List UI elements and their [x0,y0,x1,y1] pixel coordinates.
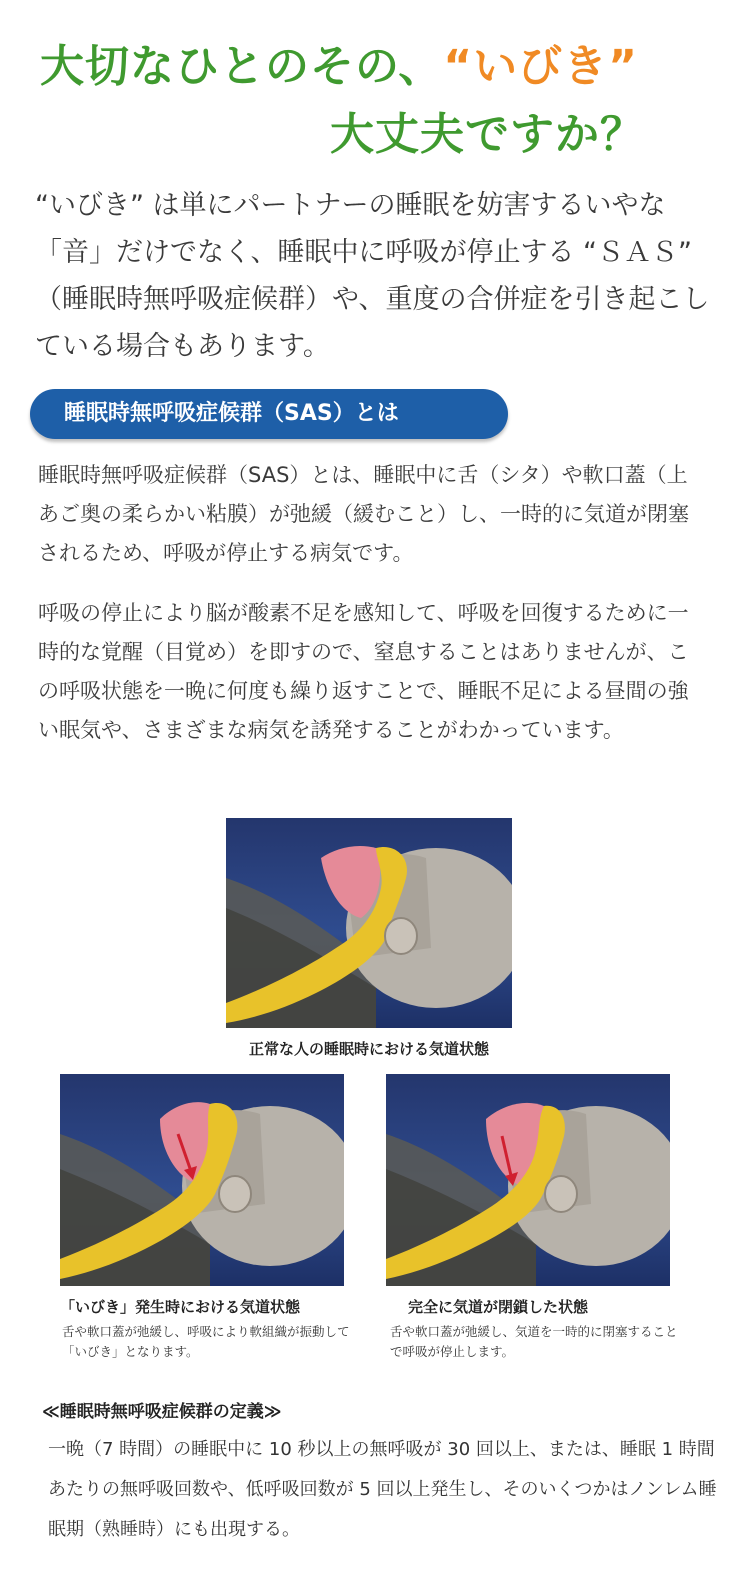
definition-heading: ≪睡眠時無呼吸症候群の定義≫ [42,1402,282,1422]
closed-caption-description: 舌や軟口蓋が弛緩し、気道を一時的に閉塞することで呼吸が停止します。 [390,1324,678,1359]
definition-body: 一晩（7 時間）の睡眠中に 10 秒以上の無呼吸が 30 回以上、または、睡眠 1 時間あたりの無呼吸回数や、低呼吸回数が 5 回以上発生し、そのいくつかはノンレム睡眠期（熟睡時）にも出現する。 [48,1439,717,1540]
sas-definition-paragraph: 睡眠時無呼吸症候群（SAS）とは、睡眠中に舌（シタ）や軟口蓋（上あご奥の柔らかい粘膜）が弛緩（緩むこと）し、一時的に気道が閉塞されるため、呼吸が停止する病気です。 [38,463,689,565]
title-highlight: “いびき” [443,41,639,92]
page-title-line2: 大丈夫ですか？ [330,109,645,160]
snoring-caption-title: 「いびき」発生時における気道状態 [60,1298,301,1316]
intro-paragraph: “いびき” は単にパートナーの睡眠を妨害するいやな「音」だけでなく、睡眠中に呼吸が停止する “ＳＡＳ” （睡眠時無呼吸症候群）や、重度の合併症を引き起こしている場合もあります。 [35,190,710,362]
closed-airway-illustration [386,1074,670,1286]
section-heading: 睡眠時無呼吸症候群（SAS）とは [30,389,508,439]
snoring-airway-illustration [60,1074,344,1286]
normal-airway-caption: 正常な人の睡眠時における気道状態 [248,1040,489,1058]
title-prefix: 大切なひとのその、 [40,41,444,92]
normal-airway-illustration [226,818,512,1028]
page-title-line1 [40,30,638,94]
snoring-caption-description: 舌や軟口蓋が弛緩し、呼吸により軟組織が振動して「いびき」となります。 [62,1324,350,1359]
sas-effects-paragraph: 呼吸の停止により脳が酸素不足を感知して、呼吸を回復するために一時的な覚醒（目覚め）を即すので、窒息することはありませんが、この呼吸状態を一晩に何度も繰り返すことで、睡眠不足による昼間の強い眠気や、さまざまな病気を誘発することがわかっています。 [38,601,689,742]
closed-caption-title: 完全に気道が閉鎖した状態 [408,1298,589,1316]
